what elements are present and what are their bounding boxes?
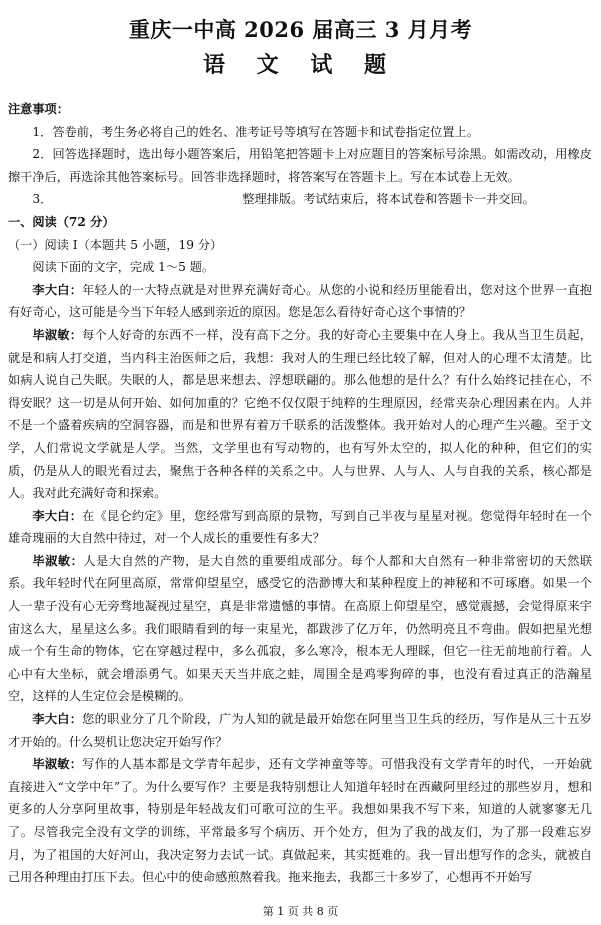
notice-item-1: 1．答卷前，考生务必将自己的姓名、准考证号等填写在答题卡和试卷指定位置上。 xyxy=(32,124,479,139)
dialogue-text: 您的职业分了几个阶段，广为人知的就是最开始您在阿里当卫生兵的经历，写作是从三十五岁才开始的。什么契机让您决定开始写作？ xyxy=(8,712,592,749)
speaker-name: 毕淑敏： xyxy=(32,553,84,568)
dialogue-paragraph xyxy=(8,753,592,889)
dialogue-text: 每个人好奇的东西不一样，没有高下之分。我的好奇心主要集中在人身上。我从当卫生员起，就是和病人打交道，当内科主治医师之后，我想：我对人的生理已经比较了解，但对人的心理不太清楚。比如病人说自己失眠。失眠的人，都是思来想去、浮想联翩的。那么他想的是什么？有什么始终记挂在心，不得安眠？这一切是从何开始、如何加重的？它绝不仅仅限于纯粹的生理原因，经常夹杂心理因素在内。人并不是一个盛着疾病的空洞容器，而是和世界有着万千联系的活泼整体。我开始对人的心理产生兴趣。至于文学，人们常说文学就是人学。当然，文学里也有写动物的，也有写外太空的，拟人化的种种，但它们的实质，仍是从人的眼光看过去，聚焦于各种各样的关系之中。人与世界、人与人、人与自我的关系，核心都是人。我对此充满好奇和探索。 xyxy=(8,327,592,501)
exam-subject-title: 语 文 试 题 xyxy=(203,52,398,78)
subsection-heading: （一）阅读 I（本题共 5 小题，19 分） xyxy=(8,237,223,252)
speaker-name: 李大白： xyxy=(32,282,83,297)
dialogue-text: 在《昆仑约定》里，您经常写到高原的景物，写到自己半夜与星星对视。您觉得年轻时在一个雄奇瑰丽的大自然中待过，对一个人成长的重要性有多大？ xyxy=(8,508,592,546)
speaker-name: 毕淑敏： xyxy=(32,327,83,342)
dialogue-paragraph xyxy=(8,279,592,324)
dialogue-paragraph xyxy=(8,550,592,708)
notice-item-3-text: 整理排版。考试结束后，将本试卷和答题卡一并交回。 xyxy=(242,192,535,207)
notice-heading: 注意事项： xyxy=(8,102,69,116)
speaker-name: 毕淑敏： xyxy=(32,757,83,772)
reading-instruction: 阅读下面的文字，完成 1～5 题。 xyxy=(32,260,215,275)
notice-item-3 xyxy=(8,188,592,211)
dialogue-text: 写作的人基本都是文学青年起步，还有文学神童等等。可惜我没有文学青年的时代，一开始就直接进入“文学中年”了。为什么要写作？主要是我特别想让人知道年轻时在西藏阿里经过的那些岁月，想和更多的人分享阿里故事，特别是年轻战友们可歌可泣的生平。我想如果我不写下来，知道的人就寥寥无几了。尽管我完全没有文学的训练，平常最多写个病历、开个处方，但为了我的战友们，为了那一段难忘岁月，为了祖国的大好河山，我决定努力去试一试。真做起来，其实挺难的。我一冒出想写作的念头，就被自己用各种理由打压下去。但心中的使命感煎熬着我。拖来拖去，我都三十多岁了，心想再不开始写 xyxy=(8,757,592,885)
dialogue-text: 年轻人的一大特点就是对世界充满好奇心。从您的小说和经历里能看出，您对这个世界一直抱有好奇心，这可能是今当下年轻人感到亲近的原因。您是怎么看待好奇心这个事情的？ xyxy=(8,282,592,320)
dialogue-paragraph xyxy=(8,324,592,505)
speaker-name: 李大白： xyxy=(32,712,83,727)
dialogue-paragraph xyxy=(8,505,592,550)
dialogue-paragraph xyxy=(8,708,592,753)
dialogue-text: 人是大自然的产物，是大自然的重要组成部分。每个人都和大自然有一种非常密切的天然联系。我年轻时代在阿里高原，常常仰望星空，感受它的浩渺博大和某种程度上的神秘和不可琢磨。如果一个人一辈子没有心无旁骛地凝视过星空，真是非常遗憾的事情。在高原上仰望星空，感觉震撼，会觉得原来宇宙这么大，星星这么多。我们眼睛看到的每一束星光，都跋涉了亿万年，仍然明亮且不弯曲。假如把星光想成一个有生命的物体，它在穿越过程中，多么孤寂，多么寒冷，根本无人理睬，但它一往无前地前行着。人心中有大坐标，就会增添勇气。如果天天当井底之蛙，周围全是鸡零狗碎的事，也没有看过真正的浩瀚星空，这样的人生定位会是模糊的。 xyxy=(8,553,593,704)
page-number-footer: 第 1 页 共 8 页 xyxy=(262,905,339,918)
page-body xyxy=(8,98,592,889)
speaker-name: 李大白： xyxy=(32,508,83,523)
exam-title: 重庆一中高 2026 届高三 3 月月考 xyxy=(128,17,473,42)
notice-item-3-number: 3． xyxy=(32,192,53,207)
section-heading: 一、阅读（72 分） xyxy=(8,214,115,229)
notice-item-2: 2．回答选择题时，选出每小题答案后，用铅笔把答题卡上对应题目的答案标号涂黑。如需改动，用橡皮擦干净后，再选涂其他答案标号。回答非选择题时，将答案写在答题卡上。写在本试卷上无效。 xyxy=(8,147,592,184)
